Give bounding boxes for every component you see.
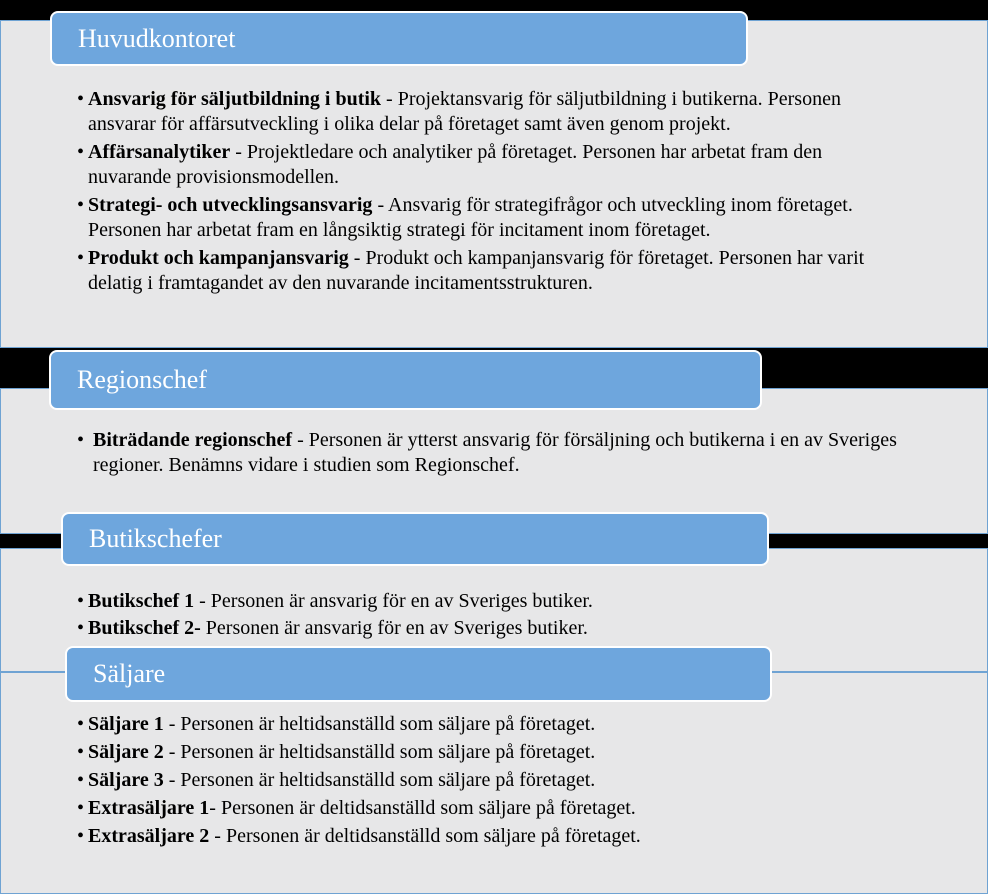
role-name: Produkt och kampanjansvarig — [88, 247, 349, 269]
list-item — [77, 824, 917, 849]
saljare-title: Säljare — [93, 659, 166, 688]
list-item — [77, 246, 907, 296]
role-name: Strategi- och utvecklingsansvarig — [88, 194, 373, 216]
role-name: Affärsanalytiker — [88, 141, 231, 163]
role-description: - Personen är deltidsanställd som säljare på företaget. — [209, 797, 636, 819]
list-item — [77, 768, 917, 793]
role-description: - Projektledare och analytiker på företaget. Personen har arbetat fram den nuvarande provisionsmodellen. — [88, 141, 823, 188]
role-description: - Personen är ytterst ansvarig för försäljning och butikerna i en av Sveriges regioner. Benämns vidare i studien som Regionschef. — [93, 429, 897, 476]
list-item — [77, 87, 907, 137]
huvudkontoret-title: Huvudkontoret — [78, 23, 236, 53]
list-item — [77, 428, 917, 478]
regionschef-list — [77, 428, 917, 481]
list-item — [77, 589, 917, 614]
butikschefer-header — [61, 512, 769, 566]
role-name: Biträdande regionschef — [93, 429, 293, 451]
role-description: - Personen är heltidsanställd som säljare på företaget. — [163, 769, 596, 791]
butikschefer-title: Butikschefer — [89, 524, 222, 553]
role-name: Extrasäljare 1 — [88, 797, 210, 819]
list-item — [77, 193, 907, 243]
regionschef-title: Regionschef — [77, 365, 207, 394]
list-item — [77, 740, 917, 765]
role-name: Säljare 1 — [88, 713, 164, 735]
list-item — [77, 796, 917, 821]
saljare-list — [77, 712, 917, 852]
role-description: - Produkt och kampanjansvarig för företaget. Personen har varit delatig i framtagandet av den nuvarande incitamentsstrukturen. — [88, 247, 865, 294]
saljare-header — [65, 646, 772, 702]
huvudkontoret-header — [50, 11, 748, 66]
list-item — [77, 616, 917, 641]
role-description: - Projektansvarig för säljutbildning i butikerna. Personen ansvarar för affärsutveckling i olika delar på företaget samt även genom projekt. — [88, 88, 841, 135]
list-item — [77, 712, 917, 737]
butikschefer-list — [77, 589, 917, 644]
role-description: - Personen är ansvarig för en av Sveriges butiker. — [194, 590, 593, 612]
role-name: Butikschef 2- — [88, 617, 201, 639]
role-description: - Personen är heltidsanställd som säljare på företaget. — [163, 713, 596, 735]
regionschef-header — [49, 350, 762, 410]
role-description: Personen är ansvarig för en av Sveriges butiker. — [200, 617, 588, 639]
list-item — [77, 140, 907, 190]
role-name: Butikschef 1 — [88, 590, 195, 612]
role-name: Ansvarig för säljutbildning i butik — [88, 88, 382, 110]
role-description: - Personen är deltidsanställd som säljare på företaget. — [209, 825, 641, 847]
role-name: Extrasäljare 2 — [88, 825, 210, 847]
role-name: Säljare 3 — [88, 769, 164, 791]
role-description: - Ansvarig för strategifrågor och utveckling inom företaget. Personen har arbetat fram en långsiktig strategi för incitament inom företaget. — [88, 194, 853, 241]
huvudkontoret-list — [77, 87, 907, 299]
role-name: Säljare 2 — [88, 741, 164, 763]
role-description: - Personen är heltidsanställd som säljare på företaget. — [163, 741, 596, 763]
